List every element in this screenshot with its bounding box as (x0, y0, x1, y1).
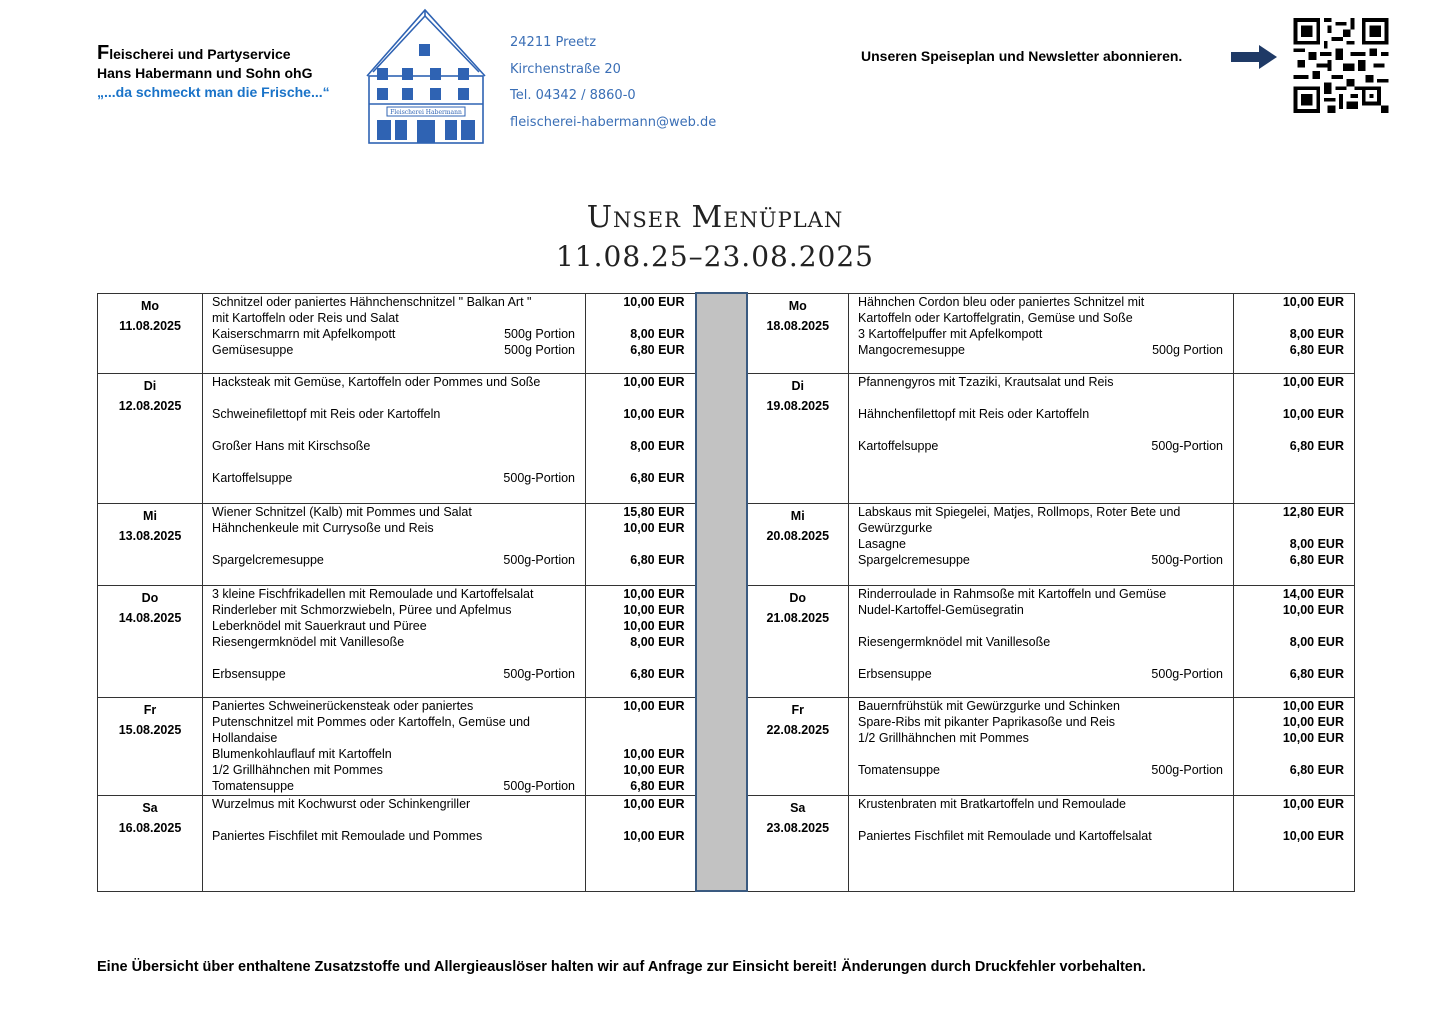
dish-price: 10,00 EUR (623, 618, 685, 633)
portion-size (575, 504, 577, 520)
dish-name: Gewürzgurke (858, 520, 933, 535)
weekday-label: Fr (791, 702, 804, 717)
dish-line (858, 746, 1225, 762)
dish-price: 10,00 EUR (623, 406, 685, 421)
portion-size (575, 698, 577, 714)
dish-name: Leberknödel mit Sauerkraut und Püree (212, 618, 427, 633)
portion-size (1223, 796, 1225, 812)
portion-size (1223, 586, 1225, 602)
dish-line (858, 634, 1225, 650)
slogan: „...da schmeckt man die Frische...“ (97, 84, 330, 100)
dish-price (586, 390, 685, 406)
dish-price: 6,80 EUR (1289, 552, 1344, 567)
portion-size: 500g-Portion (1151, 438, 1223, 453)
price-cell (586, 503, 696, 585)
dish-price: 6,80 EUR (630, 470, 685, 485)
price-cell (1234, 503, 1355, 585)
dish-name: Hähnchenkeule mit Currysoße und Reis (212, 520, 434, 535)
dish-price (586, 812, 685, 828)
address-street: Kirchenstraße 20 (510, 61, 621, 77)
dish-line (858, 828, 1225, 844)
price-cell (586, 697, 696, 795)
date-label: 15.08.2025 (118, 722, 182, 737)
day-cell (98, 293, 203, 373)
dish-name: Riesengermknödel mit Vanillesoße (212, 634, 405, 649)
dish-cell (849, 795, 1234, 891)
dish-line (212, 504, 577, 520)
dish-name: Erbsensuppe (858, 666, 932, 681)
portion-size (575, 438, 577, 454)
company-owner: Hans Habermann und Sohn ohG (97, 65, 313, 81)
dish-name: Labskaus mit Spiegelei, Matjes, Rollmops, Roter Bete und (858, 504, 1181, 519)
dish-line (212, 714, 577, 730)
dish-line (858, 698, 1225, 714)
dish-price: 10,00 EUR (623, 746, 685, 761)
menu-date-range: 11.08.25–23.08.2025 (555, 240, 874, 273)
company-block (97, 44, 330, 102)
company-initial: F (97, 42, 110, 64)
weekday-label: Do (789, 590, 807, 605)
date-label: 21.08.2025 (766, 610, 830, 625)
dish-line (212, 746, 577, 762)
dish-price: 10,00 EUR (623, 520, 685, 535)
dish-name: Putenschnitzel mit Pommes oder Kartoffeln, Gemüse und (212, 714, 530, 729)
price-cell (1234, 293, 1355, 373)
dish-line (858, 374, 1225, 390)
dish-cell (849, 293, 1234, 373)
date-label: 13.08.2025 (118, 528, 182, 543)
portion-size (575, 310, 577, 326)
dish-line (212, 634, 577, 650)
dish-line (212, 828, 577, 844)
dish-name: Krustenbraten mit Bratkartoffeln und Remoulade (858, 796, 1126, 811)
dish-name: Hollandaise (212, 730, 278, 745)
portion-size (1223, 310, 1225, 326)
portion-size: 500g-Portion (503, 666, 575, 681)
dish-price: 10,00 EUR (1282, 796, 1344, 811)
date-label: 23.08.2025 (766, 820, 830, 835)
portion-size (575, 796, 577, 812)
subscribe-text: Unseren Speiseplan und Newsletter abonnieren. (861, 48, 1183, 64)
menu-title: Unser Menüplan (586, 200, 844, 235)
portion-size (1223, 714, 1225, 730)
portion-size (1223, 618, 1225, 634)
portion-size: 500g-Portion (1151, 762, 1223, 777)
dish-price: 10,00 EUR (623, 698, 685, 713)
day-cell (98, 585, 203, 697)
portion-size (575, 454, 577, 470)
dish-line (212, 536, 577, 552)
dish-line (858, 438, 1225, 454)
dish-price (1234, 310, 1344, 326)
dish-name: Spargelcremesuppe (858, 552, 970, 567)
dish-line (858, 294, 1225, 310)
portion-size: 500g-Portion (503, 778, 575, 793)
dish-price: 6,80 EUR (630, 778, 685, 793)
dish-name: Tomatensuppe (858, 762, 941, 777)
date-label: 22.08.2025 (766, 722, 830, 737)
dish-price (1234, 390, 1344, 406)
dish-name: Mangocremesuppe (858, 342, 966, 357)
dish-line (858, 796, 1225, 812)
dish-line (212, 618, 577, 634)
date-label: 19.08.2025 (766, 398, 830, 413)
dish-line (858, 586, 1225, 602)
dish-line (212, 470, 577, 486)
dish-name: Kaiserschmarrn mit Apfelkompott (212, 326, 396, 341)
dish-name: Tomatensuppe (212, 778, 295, 793)
date-label: 14.08.2025 (118, 610, 182, 625)
dish-line (858, 504, 1225, 520)
dish-line (212, 762, 577, 778)
dish-line (858, 714, 1225, 730)
dish-name: Blumenkohlauflauf mit Kartoffeln (212, 746, 392, 761)
portion-size: 500g-Portion (1151, 552, 1223, 567)
day-cell (98, 503, 203, 585)
portion-size (575, 374, 577, 390)
weekday-label: Sa (142, 800, 158, 815)
dish-cell (849, 373, 1234, 503)
dish-price: 15,80 EUR (623, 504, 685, 519)
portion-size (1223, 602, 1225, 618)
portion-size: 500g Portion (504, 326, 575, 341)
dish-price (1234, 746, 1344, 762)
dish-name: Gemüsesuppe (212, 342, 294, 357)
dish-line (858, 762, 1225, 778)
dish-line (212, 454, 577, 470)
dish-name: Kartoffeln oder Kartoffelgratin, Gemüse und Soße (858, 310, 1133, 325)
dish-price: 14,00 EUR (1282, 586, 1344, 601)
dish-name: Lasagne (858, 536, 906, 551)
house-sign: Fleischerei Habermann (390, 109, 462, 116)
dish-line (212, 650, 577, 666)
day-cell (98, 795, 203, 891)
portion-size (575, 746, 577, 762)
dish-name: Hähnchenfilettopf mit Reis oder Kartoffeln (858, 406, 1090, 421)
dish-name: Großer Hans mit Kirschsoße (212, 438, 371, 453)
dish-price: 8,00 EUR (1289, 634, 1344, 649)
day-cell (747, 795, 849, 891)
weekday-label: Mo (140, 298, 160, 313)
dish-price: 10,00 EUR (1282, 294, 1344, 309)
portion-size (575, 586, 577, 602)
dish-line (212, 552, 577, 568)
portion-size (575, 390, 577, 406)
dish-line (858, 326, 1225, 342)
dish-price: 10,00 EUR (623, 294, 685, 309)
dish-name: Spare-Ribs mit pikanter Paprikasoße und Reis (858, 714, 1116, 729)
dish-name: 1/2 Grillhähnchen mit Pommes (212, 762, 383, 777)
dish-cell (849, 503, 1234, 585)
dish-line (212, 796, 577, 812)
dish-line (212, 390, 577, 406)
allergy-notice: Eine Übersicht über enthaltene Zusatzstoffe und Allergieauslöser halten wir auf Anfrage zur Einsicht bereit! Änderungen durch Druckfehler vorbehalten. (97, 959, 1146, 975)
dish-price: 8,00 EUR (630, 438, 685, 453)
dish-price (586, 650, 685, 666)
dish-name: Hähnchen Cordon bleu oder paniertes Schnitzel mit (858, 294, 1145, 309)
dish-line (212, 406, 577, 422)
day-cell (98, 697, 203, 795)
portion-size: 500g-Portion (503, 552, 575, 567)
portion-size (1223, 374, 1225, 390)
dish-line (858, 422, 1225, 438)
dish-name: Rinderroulade in Rahmsoße mit Kartoffeln und Gemüse (858, 586, 1167, 601)
dish-name: Paniertes Fischfilet mit Remoulade und Kartoffelsalat (858, 828, 1152, 843)
portion-size (575, 730, 577, 746)
dish-price: 8,00 EUR (630, 634, 685, 649)
portion-size (575, 602, 577, 618)
dish-price: 10,00 EUR (623, 374, 685, 389)
dish-cell (203, 503, 586, 585)
dish-line (858, 310, 1225, 326)
dish-price: 8,00 EUR (1289, 536, 1344, 551)
dish-price: 10,00 EUR (1282, 602, 1344, 617)
day-cell (98, 373, 203, 503)
weekday-label: Sa (790, 800, 806, 815)
dish-name: Wiener Schnitzel (Kalb) mit Pommes und Salat (212, 504, 472, 519)
dish-price: 10,00 EUR (1282, 374, 1344, 389)
weekday-label: Mi (143, 508, 157, 523)
dish-name: Erbsensuppe (212, 666, 286, 681)
dish-price: 12,80 EUR (1282, 504, 1344, 519)
date-label: 18.08.2025 (766, 318, 830, 333)
portion-size (575, 536, 577, 552)
dish-line (212, 326, 577, 342)
day-cell (747, 585, 849, 697)
dish-name: 1/2 Grillhähnchen mit Pommes (858, 730, 1029, 745)
day-cell (747, 697, 849, 795)
dish-price: 6,80 EUR (1289, 666, 1344, 681)
dish-line (858, 552, 1225, 568)
dish-price (586, 310, 685, 326)
portion-size: 500g Portion (504, 342, 575, 357)
dish-name: Hacksteak mit Gemüse, Kartoffeln oder Pommes und Soße (212, 374, 541, 389)
portion-size (575, 650, 577, 666)
price-cell (1234, 585, 1355, 697)
dish-line (212, 342, 577, 358)
dish-price: 6,80 EUR (630, 552, 685, 567)
weekday-label: Di (791, 378, 804, 393)
dish-name: Spargelcremesuppe (212, 552, 324, 567)
dish-name: Nudel-Kartoffel-Gemüsegratin (858, 602, 1024, 617)
dish-line (212, 730, 577, 746)
qr-code-icon[interactable] (1292, 18, 1390, 113)
dish-line (858, 602, 1225, 618)
weekday-label: Mi (790, 508, 805, 523)
dish-cell (203, 697, 586, 795)
menu-row (98, 293, 1355, 373)
dish-price: 6,80 EUR (1289, 342, 1344, 357)
dish-price: 10,00 EUR (1282, 828, 1344, 843)
portion-size (1223, 294, 1225, 310)
weekday-label: Di (143, 378, 157, 393)
dish-price: 10,00 EUR (1282, 714, 1344, 729)
dish-name: Schnitzel oder paniertes Hähnchenschnitzel " Balkan Art " (212, 294, 532, 309)
dish-line (212, 374, 577, 390)
dish-line (212, 586, 577, 602)
portion-size (1223, 406, 1225, 422)
dish-price: 6,80 EUR (630, 666, 685, 681)
dish-price: 6,80 EUR (630, 342, 685, 357)
dish-line (212, 812, 577, 828)
portion-size (1223, 746, 1225, 762)
portion-size: 500g-Portion (503, 470, 575, 485)
week-divider (696, 293, 747, 891)
dish-name: Bauernfrühstük mit Gewürzgurke und Schinken (858, 698, 1120, 713)
address-email: fleischerei-habermann@web.de (510, 114, 717, 130)
dish-price (1234, 520, 1344, 536)
dish-price: 10,00 EUR (1282, 406, 1344, 421)
dish-line (858, 342, 1225, 358)
portion-size (1223, 730, 1225, 746)
dish-price: 10,00 EUR (1282, 698, 1344, 713)
portion-size: 500g Portion (1152, 342, 1223, 357)
address-phone: Tel. 04342 / 8860-0 (510, 88, 636, 103)
portion-size (575, 294, 577, 310)
portion-size (575, 520, 577, 536)
portion-size (1223, 390, 1225, 406)
address-block (510, 30, 716, 136)
weekday-label: Do (141, 590, 159, 605)
portion-size (1223, 698, 1225, 714)
dish-price: 10,00 EUR (623, 762, 685, 777)
price-cell (586, 373, 696, 503)
portion-size (1223, 504, 1225, 520)
portion-size: 500g-Portion (1151, 666, 1223, 681)
weekday-label: Fr (143, 702, 157, 717)
arrow-right-icon (1231, 45, 1277, 69)
dish-line (858, 618, 1225, 634)
portion-size (1223, 828, 1225, 844)
portion-size (1223, 520, 1225, 536)
dish-name: Rinderleber mit Schmorzwiebeln, Püree und Apfelmus (212, 602, 512, 617)
portion-size (1223, 326, 1225, 342)
dish-price: 10,00 EUR (623, 828, 685, 843)
day-cell (747, 293, 849, 373)
dish-price (586, 422, 685, 438)
dish-name: Kartoffelsuppe (212, 470, 293, 485)
portion-size (1223, 650, 1225, 666)
dish-price (586, 536, 685, 552)
dish-name: 3 kleine Fischfrikadellen mit Remoulade und Kartoffelsalat (212, 586, 534, 601)
dish-name: 3 Kartoffelpuffer mit Apfelkompott (858, 326, 1043, 341)
dish-line (212, 294, 577, 310)
portion-size (575, 406, 577, 422)
dish-price: 8,00 EUR (1289, 326, 1344, 341)
dish-price: 10,00 EUR (623, 602, 685, 617)
portion-size (575, 422, 577, 438)
weekday-label: Mo (788, 298, 807, 313)
dish-price (586, 730, 685, 746)
dish-line (858, 666, 1225, 682)
dish-line (858, 390, 1225, 406)
dish-name: Paniertes Schweinerückensteak oder paniertes (212, 698, 474, 713)
dish-name: Kartoffelsuppe (858, 438, 939, 453)
dish-name: Riesengermknödel mit Vanillesoße (858, 634, 1051, 649)
dish-cell (203, 293, 586, 373)
dish-name: Paniertes Fischfilet mit Remoulade und Pommes (212, 828, 483, 843)
dish-name: Schweinefilettopf mit Reis oder Kartoffeln (212, 406, 441, 421)
dish-cell (849, 697, 1234, 795)
dish-line (212, 438, 577, 454)
dish-price: 8,00 EUR (630, 326, 685, 341)
dish-cell (203, 795, 586, 891)
dish-price (1234, 650, 1344, 666)
dish-line (858, 520, 1225, 536)
date-label: 11.08.2025 (119, 318, 181, 333)
portion-size (1223, 634, 1225, 650)
price-cell (1234, 373, 1355, 503)
dish-line (858, 812, 1225, 828)
dish-price: 10,00 EUR (1282, 730, 1344, 745)
date-label: 20.08.2025 (766, 528, 830, 543)
dish-line (212, 698, 577, 714)
dish-line (858, 536, 1225, 552)
price-cell (586, 293, 696, 373)
dish-name: Pfannengyros mit Tzaziki, Krautsalat und Reis (858, 374, 1114, 389)
portion-size (575, 762, 577, 778)
dish-price (1234, 422, 1344, 438)
date-label: 16.08.2025 (118, 820, 182, 835)
day-cell (747, 503, 849, 585)
dish-name: Wurzelmus mit Kochwurst oder Schinkengriller (212, 796, 471, 811)
portion-size (1223, 422, 1225, 438)
portion-size (575, 828, 577, 844)
address-city: 24211 Preetz (510, 35, 597, 50)
dish-line (212, 666, 577, 682)
dish-price: 10,00 EUR (623, 586, 685, 601)
dish-line (212, 422, 577, 438)
day-cell (747, 373, 849, 503)
dish-price (586, 714, 685, 730)
portion-size (575, 634, 577, 650)
dish-price (1234, 812, 1344, 828)
dish-cell (203, 373, 586, 503)
date-label: 12.08.2025 (118, 398, 182, 413)
dish-name: mit Kartoffeln oder Reis und Salat (212, 310, 399, 325)
dish-price: 6,80 EUR (1289, 762, 1344, 777)
dish-line (212, 310, 577, 326)
company-name: leischerei und Partyservice (109, 46, 291, 62)
dish-line (212, 520, 577, 536)
dish-line (212, 778, 577, 794)
portion-size (1223, 536, 1225, 552)
price-cell (1234, 795, 1355, 891)
dish-line (212, 602, 577, 618)
dish-line (858, 730, 1225, 746)
portion-size (575, 618, 577, 634)
price-cell (586, 795, 696, 891)
dish-price (1234, 618, 1344, 634)
portion-size (1223, 812, 1225, 828)
house-logo-icon (365, 8, 487, 146)
portion-size (575, 714, 577, 730)
portion-size (575, 812, 577, 828)
dish-cell (849, 585, 1234, 697)
dish-price (586, 454, 685, 470)
price-cell (1234, 697, 1355, 795)
dish-price: 6,80 EUR (1289, 438, 1344, 453)
price-cell (586, 585, 696, 697)
dish-line (858, 650, 1225, 666)
menu-table (97, 292, 1354, 890)
dish-line (858, 406, 1225, 422)
dish-cell (203, 585, 586, 697)
dish-price: 10,00 EUR (623, 796, 685, 811)
